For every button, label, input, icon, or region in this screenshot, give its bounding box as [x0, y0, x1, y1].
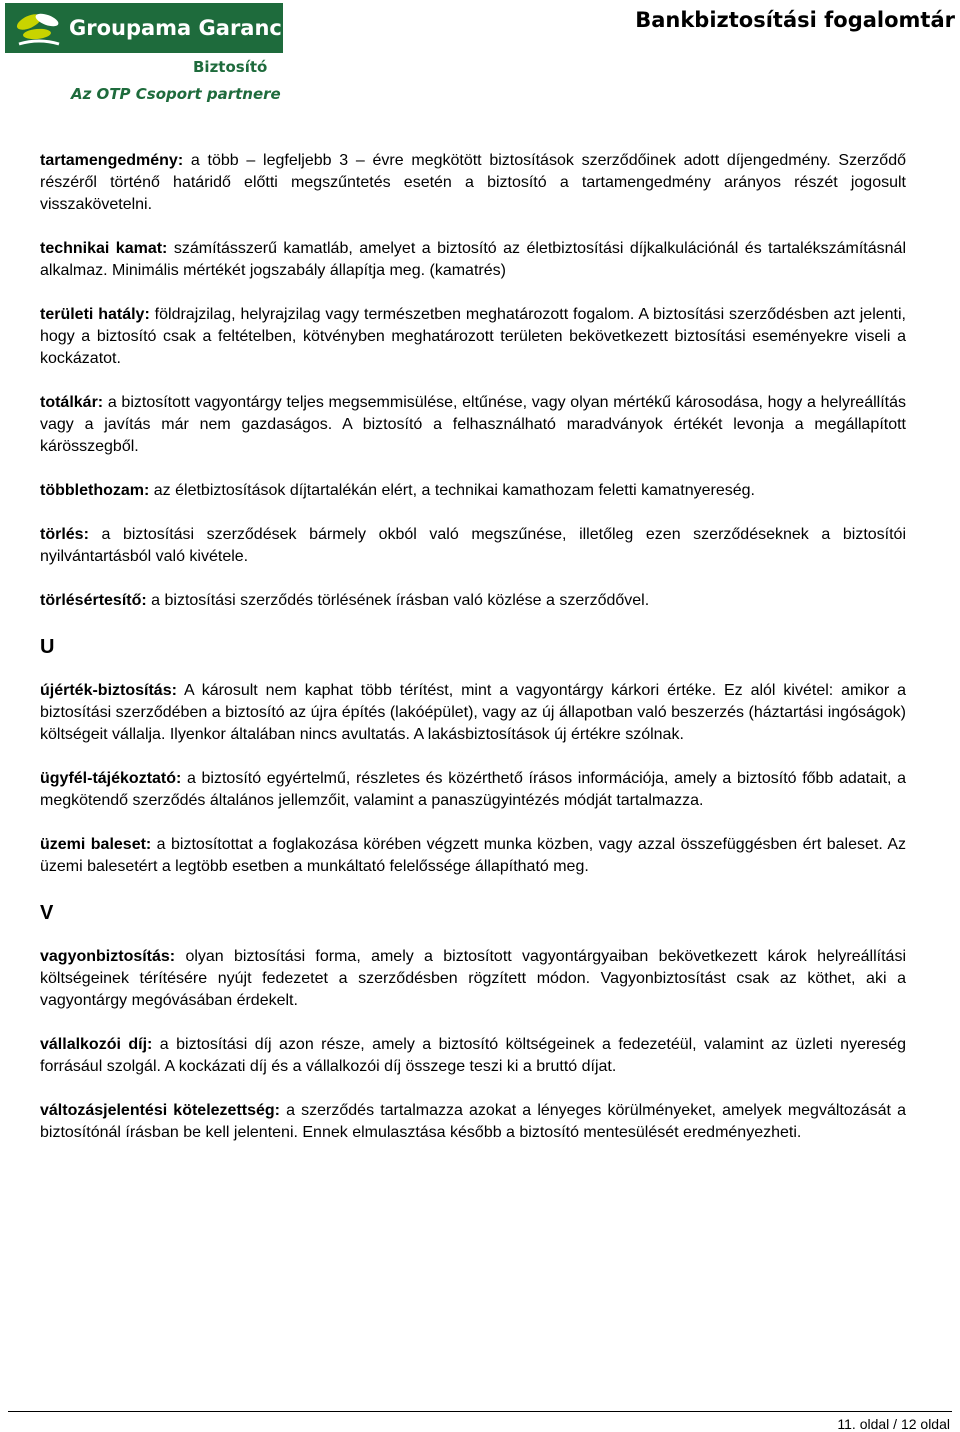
glossary-term: újérték-biztosítás:	[40, 682, 177, 699]
glossary-entry	[40, 590, 906, 612]
glossary-term: törlésértesítő:	[40, 592, 147, 609]
glossary-definition: a szerződés tartalmazza azokat a lényeges körülményeket, amelyek megváltozását a biztosítónál írásban be kell jelenteni. Ennek elmulasztása később a biztosító mentesülését eredményezheti.	[40, 1102, 907, 1141]
glossary-term: tartamengedmény:	[40, 152, 184, 169]
glossary-entry	[40, 834, 906, 878]
glossary-definition: olyan biztosítási forma, amely a biztosított vagyontárgyaiban bekövetkezett károk helyreállítási költségeinek térítésére nyújt fedezetet a szerződésben rögzített módon. Vagyonbiztosítást csak az köthet, aki a vagyontárgy megóvásában érdekelt.	[40, 948, 906, 1009]
company-logo	[5, 3, 304, 103]
glossary-entry	[40, 946, 906, 1012]
glossary-term: változásjelentési kötelezettség:	[40, 1102, 280, 1119]
section-letter-v: V	[40, 902, 54, 924]
glossary-definition: a biztosítási szerződés törlésének írásban való közlése a szerződővel.	[146, 592, 650, 609]
glossary-term: totálkár:	[40, 394, 104, 411]
glossary-entry	[40, 1100, 906, 1144]
glossary-term: többlethozam:	[40, 482, 150, 499]
glossary-term: technikai kamat:	[40, 240, 168, 257]
document-title: Bankbiztosítási fogalomtár	[635, 8, 955, 32]
glossary-entry	[40, 768, 906, 812]
glossary-definition: a biztosítási díj azon része, amely a biztosító költségeinek a fedezetéül, valamint az üzleti nyereség forrásául szolgál. A kockázati díj és a vállalkozói díj összege teszi ki a bruttó díjat.	[40, 1036, 907, 1075]
glossary-term: vagyonbiztosítás:	[40, 948, 176, 965]
glossary-entry	[40, 392, 906, 458]
section-letter-u: U	[40, 636, 55, 658]
glossary-entry	[40, 524, 906, 568]
glossary-content	[40, 150, 906, 1166]
glossary-definition: a biztosítottat a foglakozása körében végzett munka közben, vagy azzal összefüggésben ért baleset. Az üzemi balesetért a legtöbb esetben a munkáltató felelőssége állapítható meg.	[40, 836, 906, 875]
logo-tagline: Az OTP Csoport partnere	[71, 85, 281, 103]
glossary-entry	[40, 304, 906, 370]
glossary-term: törlés:	[40, 526, 89, 543]
glossary-term: ügyfél-tájékoztató:	[40, 770, 182, 787]
logo-band	[5, 3, 304, 53]
groupama-leaf-icon	[13, 8, 65, 48]
glossary-definition: földrajzilag, helyrajzilag vagy természetben meghatározott fogalom. A biztosítási szerződésben azt jelenti, hogy a biztosító csak a feltételben, kötvényben meghatározott területen bekövetkezett biztosítási eseményekre viseli a kockázatot.	[40, 306, 907, 367]
glossary-entry	[40, 238, 906, 282]
glossary-term: vállalkozói díj:	[40, 1036, 153, 1053]
glossary-definition: a biztosító egyértelmű, részletes és közérthető írásos információja, amely a biztosító főbb adatait, a megkötendő szerződés általános jellemzőit, valamint a panaszügyintézés módját tartalmazza.	[40, 770, 906, 809]
glossary-definition: az életbiztosítások díjtartalékán elért, a technikai kamathozam feletti kamatnyereség.	[149, 482, 755, 499]
glossary-definition: a több – legfeljebb 3 – évre megkötött biztosítások szerződőinek adott díjengedmény. Szerződő részéről történő határidő előtti megszűntetés esetén a biztosító a tartamengedmény arányos részét jogosult visszakövetelni.	[40, 152, 906, 213]
footer-divider	[8, 1411, 952, 1412]
glossary-term: üzemi baleset:	[40, 836, 152, 853]
glossary-entry	[40, 1034, 906, 1078]
page-number: 11. oldal / 12 oldal	[837, 1416, 950, 1432]
glossary-definition: A károsult nem kaphat több térítést, mint a vagyontárgy kárkori értéke. Ez alól kivétel: amikor a biztosítási szerződében a biztosító az újra építés (lakóépület), vagy az új állapotban való beszerzés (háztartási ingóságok) költségeit vállalja. Ilyenkor általában nincs avultatás. A lakásbiztosítások új értékre szólnak.	[40, 682, 906, 743]
logo-subtitle: Biztosító	[193, 58, 268, 76]
glossary-definition: a biztosított vagyontárgy teljes megsemmisülése, eltűnése, vagy olyan mértékű károsodása, hogy a helyreállítás vagy a javítás már nem gazdaságos. A biztosító a felhasználható maradványok értékét levonja a megállapított kárösszegből.	[40, 394, 906, 455]
logo-company-name: Groupama Garancia	[69, 16, 304, 40]
glossary-term: területi hatály:	[40, 306, 150, 323]
glossary-definition: a biztosítási szerződések bármely okból való megszűnése, illetőleg ezen szerződéseknek a biztosítói nyilvántartásból való kivétele.	[40, 526, 906, 565]
glossary-entry	[40, 150, 906, 216]
glossary-entry	[40, 480, 906, 502]
glossary-entry	[40, 680, 906, 746]
glossary-definition: számításszerű kamatláb, amelyet a biztosító az életbiztosítási díjkalkulációnál és tartalékszámításnál alkalmaz. Minimális mértékét jogszabály állapítja meg. (kamatrés)	[40, 240, 906, 279]
